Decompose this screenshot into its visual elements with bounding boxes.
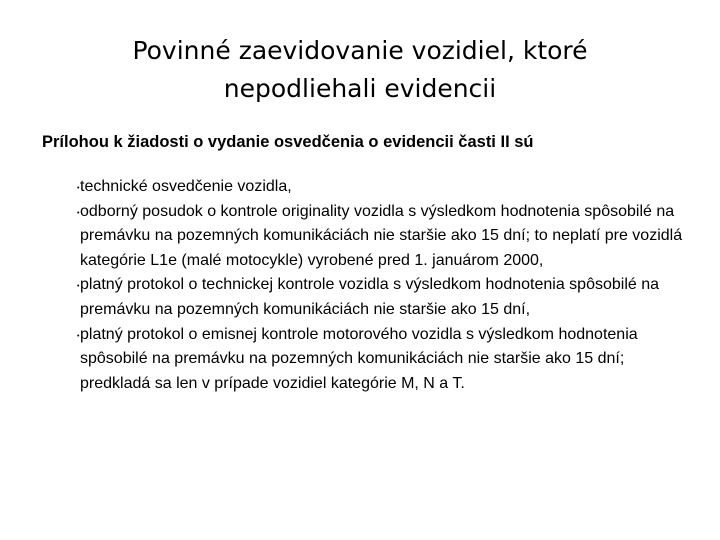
title-line-1: Povinné zaevidovanie vozidiel, ktoré [132,36,588,65]
list-item [77,175,695,200]
list-item [77,273,695,322]
list-item [77,200,695,274]
requirements-list [77,175,695,396]
bullet-icon: • [77,185,80,192]
slide-title [60,32,660,108]
list-item [77,323,695,397]
intro-text: Prílohou k žiadosti o vydanie osvedčenia o evidencii časti II sú [42,133,534,151]
title-line-2: nepodliehali evidencii [223,74,497,103]
list-item-text: platný protokol o technickej kontrole vozidla s výsledkom hodnotenia spôsobilé na premávku na pozemných komunikáciách nie staršie ako 15 dní, [80,276,660,318]
bullet-icon: • [77,283,80,291]
bullet-icon: • [77,332,80,340]
list-item-text: technické osvedčenie vozidla, [80,178,292,195]
list-item-text: odborný posudok o kontrole originality vozidla s výsledkom hodnotenia spôsobilé na premávku na pozemných komunikáciách nie staršie ako 15 dní; to neplatí pre vozidlá kategórie L1e (malé motocykle) vyrobené pred 1. januárom 2000, [80,202,683,269]
bullet-icon: • [77,209,80,217]
list-item-text: platný protokol o emisnej kontrole motorového vozidla s výsledkom hodnotenia spôsobilé na premávku na pozemných komunikáciách nie staršie ako 15 dní; predkladá sa len v prípade vozidiel kategórie M, N a T. [80,325,638,392]
